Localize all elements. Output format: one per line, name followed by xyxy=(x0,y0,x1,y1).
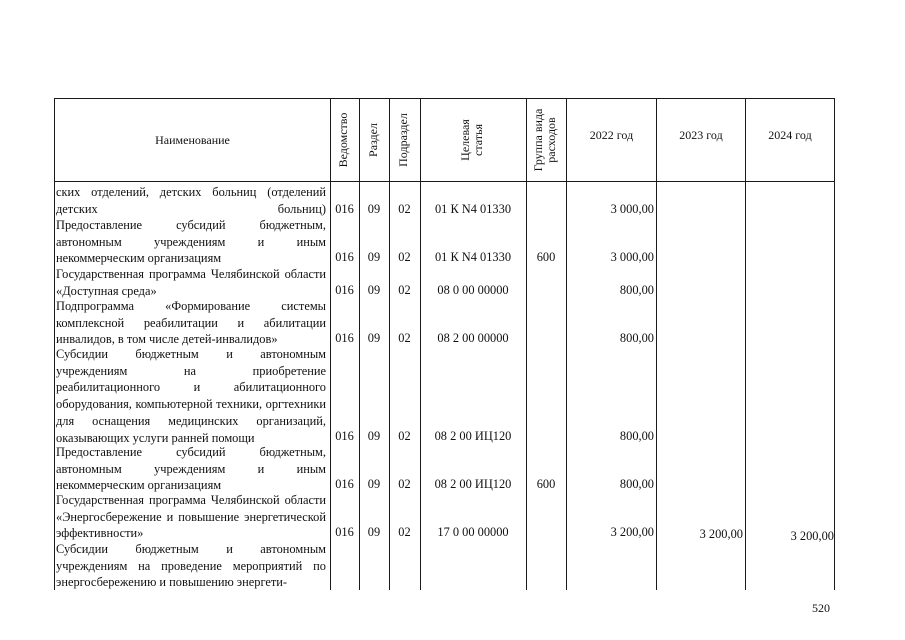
row-name: Субсидии бюджетным и автономным учреждениям на приобретение реабилитационного и абилитационного оборудования, компьютерной техники, оргтехники для оснащения медицинских организаций, оказывающих услуги ранней помощи xyxy=(56,347,326,445)
cell-razdel: 09 xyxy=(367,331,381,345)
header-2023: 2023 год xyxy=(679,128,723,142)
cell-celevaya: 08 0 00 00000 xyxy=(437,283,509,297)
cell-podrazdel: 02 xyxy=(398,525,411,539)
cell-2022: 800,00 xyxy=(619,429,654,443)
header-2022: 2022 год xyxy=(589,128,634,142)
cell-celevaya: 17 0 00 00000 xyxy=(437,525,509,539)
cell-2022: 800,00 xyxy=(619,283,654,297)
header-bottom-border xyxy=(54,181,835,182)
cell-2022: 800,00 xyxy=(619,331,654,345)
cell-2022: 3 000,00 xyxy=(610,250,654,264)
cell-gruppa: 600 xyxy=(536,477,556,491)
cell-2023: 3 200,00 xyxy=(699,527,743,541)
row-name: Государственная программа Челябинской области «Доступная среда» xyxy=(56,267,326,298)
col-border xyxy=(656,98,657,590)
row-name: Субсидии бюджетным и автономным учреждениям на проведение мероприятий по энергосбережению и повышению энергети- xyxy=(56,542,326,590)
cell-podrazdel: 02 xyxy=(398,331,411,345)
cell-ved: 016 xyxy=(335,283,354,297)
cell-ved: 016 xyxy=(335,429,354,443)
cell-podrazdel: 02 xyxy=(398,202,411,216)
cell-razdel: 09 xyxy=(367,525,381,539)
cell-ved: 016 xyxy=(335,250,354,264)
row-name: Предоставление субсидий бюджетным, автономным учреждениям и иным некоммерческим организациям xyxy=(56,218,326,266)
cell-gruppa: 600 xyxy=(536,250,556,264)
cell-2024: 3 200,00 xyxy=(790,529,834,543)
cell-razdel: 09 xyxy=(367,202,381,216)
header-celevaya xyxy=(459,100,487,180)
page-number: 520 xyxy=(812,601,830,615)
header-celevaya-line1: Целевая xyxy=(458,119,472,161)
header-gruppa xyxy=(532,100,560,180)
header-gruppa-line1: Группа вида xyxy=(531,108,545,172)
header-gruppa-line2: расходов xyxy=(544,117,558,163)
col-border xyxy=(526,98,527,590)
cell-ved: 016 xyxy=(335,202,354,216)
col-border xyxy=(54,98,55,590)
col-border xyxy=(745,98,746,590)
row-name: Подпрограмма «Формирование системы комплексной реабилитации и абилитации инвалидов, в том числе детей-инвалидов» xyxy=(56,299,326,347)
header-podrazdel: Подраздел xyxy=(396,113,410,167)
cell-razdel: 09 xyxy=(367,429,381,443)
cell-razdel: 09 xyxy=(367,477,381,491)
cell-celevaya: 08 2 00 00000 xyxy=(437,331,509,345)
row-name: ских отделений, детских больниц (отделений детских больниц) xyxy=(56,185,326,216)
cell-2022: 800,00 xyxy=(619,477,654,491)
cell-celevaya: 08 2 00 ИЦ120 xyxy=(434,477,512,491)
cell-celevaya: 01 К N4 01330 xyxy=(434,250,512,264)
cell-razdel: 09 xyxy=(367,283,381,297)
cell-2022: 3 200,00 xyxy=(610,525,654,539)
row-name: Предоставление субсидий бюджетным, автономным учреждениям и иным некоммерческим организациям xyxy=(56,445,326,493)
cell-podrazdel: 02 xyxy=(398,477,411,491)
cell-ved: 016 xyxy=(335,477,354,491)
cell-celevaya: 08 2 00 ИЦ120 xyxy=(434,429,512,443)
header-name: Наименование xyxy=(155,133,230,147)
cell-podrazdel: 02 xyxy=(398,250,411,264)
cell-razdel: 09 xyxy=(367,250,381,264)
cell-ved: 016 xyxy=(335,331,354,345)
header-celevaya-line2: статья xyxy=(471,124,485,156)
cell-podrazdel: 02 xyxy=(398,429,411,443)
col-border xyxy=(834,98,835,590)
cell-ved: 016 xyxy=(335,525,354,539)
table-top-border xyxy=(54,98,835,99)
cell-podrazdel: 02 xyxy=(398,283,411,297)
header-razdel: Раздел xyxy=(366,123,380,157)
cell-2022: 3 000,00 xyxy=(610,202,654,216)
cell-celevaya: 01 К N4 01330 xyxy=(434,202,512,216)
header-2024: 2024 год xyxy=(768,128,812,142)
header-vedomstvo: Ведомство xyxy=(336,112,350,168)
row-name: Государственная программа Челябинской области «Энергосбережение и повышение энергетической эффективности» xyxy=(56,493,326,541)
